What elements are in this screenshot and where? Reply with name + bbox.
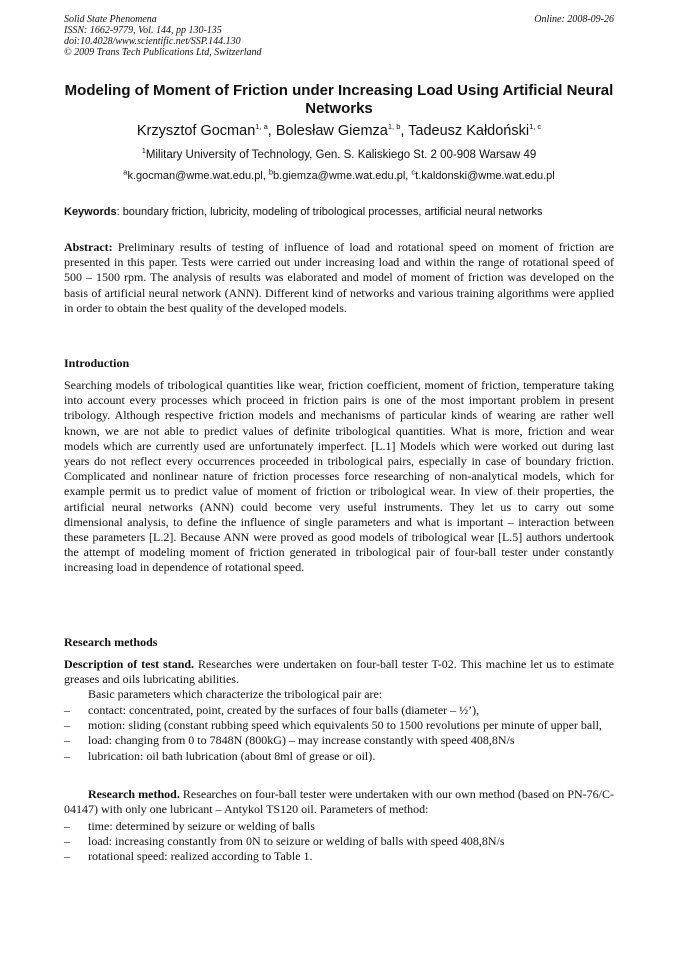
journal-header bbox=[64, 14, 262, 58]
abstract bbox=[64, 240, 614, 316]
author-name: Tadeusz Kałdoński bbox=[408, 123, 530, 139]
introduction-heading: Introduction bbox=[64, 356, 130, 370]
author-separator: , bbox=[400, 123, 409, 139]
affiliation-text: Military University of Technology, Gen. S. Kaliskiego St. 2 00-908 Warsaw 49 bbox=[145, 149, 537, 161]
list-item bbox=[64, 733, 614, 748]
list-item bbox=[64, 718, 614, 733]
list-dash: – bbox=[64, 733, 70, 748]
list-item-text: contact: concentrated, point, created by the surfaces of four balls (diameter – ½’), bbox=[88, 703, 480, 717]
list-item bbox=[64, 749, 614, 764]
list-item-text: lubrication: oil bath lubrication (about 8ml of grease or oil). bbox=[88, 748, 376, 763]
journal-copyright: © 2009 Trans Tech Publications Ltd, Switzerland bbox=[64, 47, 262, 58]
keywords-text: : boundary friction, lubricity, modeling of tribological processes, artificial neural networks bbox=[116, 206, 543, 218]
pair-params-list bbox=[64, 703, 614, 764]
list-item-text: time: determined by seizure or welding of balls bbox=[88, 819, 315, 833]
research-methods-heading: Research methods bbox=[64, 635, 158, 649]
author-name: Bolesław Giemza bbox=[275, 123, 388, 139]
introduction-text: Searching models of tribological quantities like wear, friction coefficient, moment of friction, temperature taking into account every processes which proceed in friction pairs is one of the most important problem in present tribology. Although respective friction models and mechanisms of particular kinds of wearing are rather well known, we are not able to predict values of definite tribological quantities. What is more, friction and wear models which are currently used are unfortunately imperfect. [L.1] Models which were worked out during last years do not reflect every occurrences proceeded in tribological pairs, especially in case of boundary friction. Complicated and nonlinear nature of friction processes force researching of non-analytical models, which for example permit us to predict value of moment of friction or tribological wear. In view of their properties, the artificial neural networks (ANN) could become very useful instruments. They let us to carry out some dimensional analysis, to define the influence of single parameters and what is important – interaction between these parameters [L.2]. Because ANN were proved as good models of tribological wear [L.5] authors undertook the attempt of modeling moment of friction generated in tribological pair of four-ball tester under constantly increasing load in dependence of rotational speed. bbox=[64, 378, 614, 575]
abstract-text: Preliminary results of testing of influence of load and rotational speed on moment of friction are presented in this paper. Tests were carried out under increasing load and within the range of rotational speed of 500 – 1500 rpm. The analysis of results was elaborated and model of moment of friction was developed on the basis of artificial neural network (ANN). Different kind of networks and various training algorithms were applied in order to obtain the best quality of the developed models. bbox=[64, 240, 614, 315]
email-link[interactable]: k.gocman@wme.wat.edu.pl, bbox=[127, 170, 269, 182]
keywords bbox=[64, 205, 624, 219]
author-affil-mark: 1, b bbox=[387, 122, 401, 132]
affiliation bbox=[40, 148, 638, 163]
list-dash: – bbox=[64, 748, 70, 763]
list-dash: – bbox=[64, 703, 70, 717]
list-dash: – bbox=[64, 718, 70, 733]
author-affil-mark: 1, a bbox=[255, 122, 268, 132]
author-affil-mark: 1, c bbox=[529, 122, 542, 132]
params-intro: Basic parameters which characterize the tribological pair are: bbox=[88, 687, 383, 702]
research-method-label: Research method. bbox=[88, 787, 180, 801]
online-date: Online: 2008-09-26 bbox=[534, 14, 614, 25]
test-stand-label: Description of test stand. bbox=[64, 657, 195, 671]
email-mark: a bbox=[123, 167, 128, 177]
list-item bbox=[64, 819, 614, 834]
list-dash: – bbox=[64, 849, 70, 864]
author-name: Krzysztof Gocman bbox=[136, 123, 256, 139]
method-params-list bbox=[64, 819, 614, 865]
email-mark: c bbox=[411, 167, 416, 177]
list-item-text: load: changing from 0 to 7848N (800kG) – may increase constantly with speed 408,8N/s bbox=[88, 733, 515, 748]
list-dash: – bbox=[64, 834, 70, 849]
affiliation-mark: 1 bbox=[141, 146, 146, 156]
author-list bbox=[40, 122, 638, 140]
journal-doi: doi:10.4028/www.scientific.net/SSP.144.130 bbox=[64, 36, 241, 47]
research-method-text: Researches on four-ball tester were undertaken with our own method (based on PN-76/C-04147) with only one lubricant – Antykol TS120 oil. Parameters of method: bbox=[64, 787, 615, 817]
list-item bbox=[64, 703, 614, 718]
test-stand-text: Researches were undertaken on four-ball tester T-02. This machine let us to estimate greases and oils lubricating abilities. bbox=[64, 657, 614, 687]
email-mark: b bbox=[268, 167, 274, 177]
author-separator: , bbox=[267, 123, 276, 139]
list-item-text: rotational speed: realized according to Table 1. bbox=[88, 849, 313, 864]
list-item-text: load: increasing constantly from 0N to seizure or welding of balls with speed 408,8N/s bbox=[88, 834, 505, 849]
author-emails bbox=[40, 169, 638, 183]
research-method-paragraph bbox=[64, 787, 614, 817]
email-link[interactable]: b.giemza@wme.wat.edu.pl, bbox=[273, 170, 412, 182]
test-stand-paragraph bbox=[64, 657, 614, 703]
email-link[interactable]: t.kaldonski@wme.wat.edu.pl bbox=[415, 170, 555, 182]
journal-issn: ISSN: 1662-9779, Vol. 144, pp 130-135 bbox=[64, 25, 222, 36]
keywords-label: Keywords bbox=[64, 206, 117, 218]
list-item-text: motion: sliding (constant rubbing speed which equivalents 50 to 1500 revolutions per minute of upper ball, bbox=[88, 718, 602, 733]
journal-name: Solid State Phenomena bbox=[64, 14, 157, 25]
paper-title: Modeling of Moment of Friction under Increasing Load Using Artificial Neural Networks bbox=[64, 82, 614, 117]
list-item bbox=[64, 849, 614, 864]
list-item bbox=[64, 834, 614, 849]
list-dash: – bbox=[64, 819, 70, 833]
abstract-label: Abstract: bbox=[64, 240, 113, 254]
